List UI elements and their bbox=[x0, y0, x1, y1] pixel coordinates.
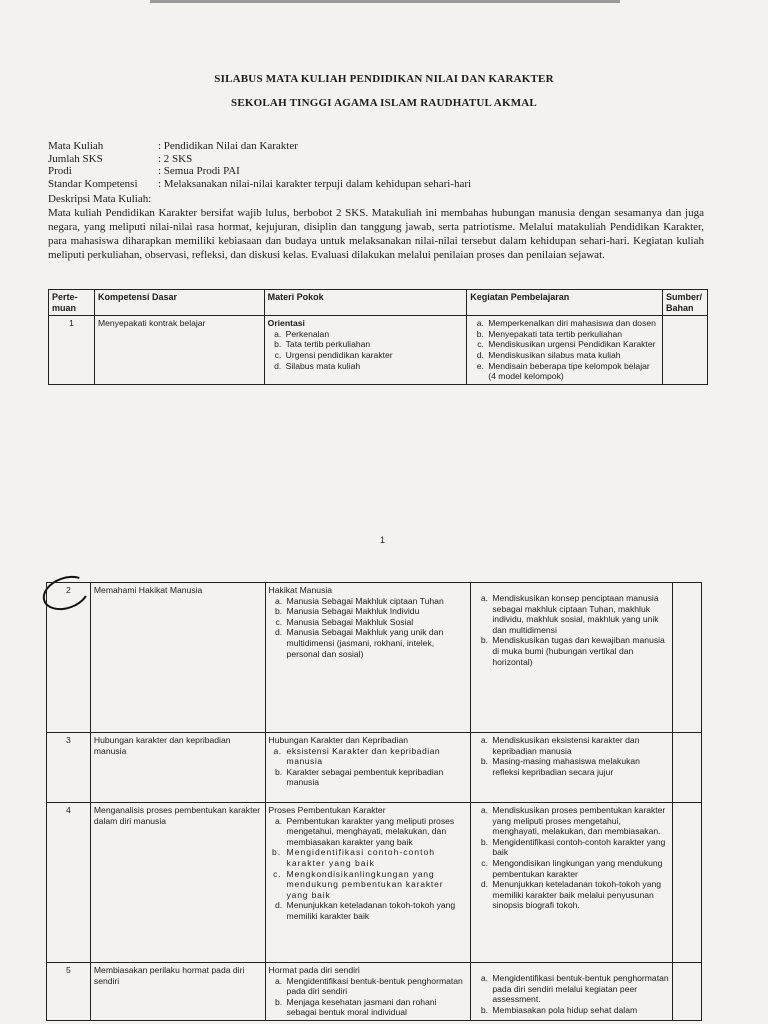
list-item: b. Mengidentifikasi contoh-contoh karakter yang baik bbox=[285, 847, 468, 868]
row-number: 5 bbox=[47, 963, 91, 1021]
sumber-cell bbox=[673, 803, 702, 963]
materi-cell bbox=[265, 583, 471, 733]
list-item: a. Perkenalan bbox=[284, 329, 464, 340]
kompetensi-cell: Membiasakan perilaku hormat pada diri sendiri bbox=[90, 963, 265, 1021]
institution-title: SEKOLAH TINGGI AGAMA ISLAM RAUDHATUL AKMAL bbox=[231, 97, 537, 109]
table-row bbox=[49, 316, 708, 385]
document-title: SILABUS MATA KULIAH PENDIDIKAN NILAI DAN KARAKTER bbox=[214, 73, 554, 85]
materi-title: Hormat pada diri sendiri bbox=[268, 965, 360, 975]
materi-title: Hakikat Manusia bbox=[268, 585, 333, 595]
list-item: a. Pembentukan karakter yang meliputi proses mengetahui, menghayati, melakukan, dan membiasakan karakter yang baik bbox=[285, 816, 468, 848]
materi-list bbox=[269, 596, 468, 660]
list-item: e. Mendisain beberapa tipe kelompok belajar (4 model kelompok) bbox=[486, 361, 659, 382]
list-item: d. Menunjukkan keteladanan tokoh-tokoh yang memiliki karakter baik bbox=[285, 900, 468, 921]
list-item: a. Memperkenalkan diri mahasiswa dan dosen bbox=[486, 318, 659, 329]
kompetensi-cell: Hubungan karakter dan kepribadian manusia bbox=[90, 733, 265, 803]
materi-title: Proses Pembentukan Karakter bbox=[268, 805, 386, 815]
list-item: c. Mengkondisikanlingkungan yang mendukung pembentukan karakter yang baik bbox=[285, 869, 468, 901]
list-item: c. Manusia Sebagai Makhluk Sosial bbox=[285, 617, 468, 628]
materi-cell bbox=[265, 963, 471, 1021]
materi-list bbox=[268, 329, 464, 371]
list-item: d. Manusia Sebagai Makhluk yang unik dan multidimensi (jasmani, rokhani, intelek, personal dan sosial) bbox=[285, 627, 468, 659]
course-meta bbox=[48, 140, 471, 190]
list-item: d. Silabus mata kuliah bbox=[284, 361, 464, 372]
meta-row: Standar Kompetensi : Melaksanakan nilai-nilai karakter terpuji dalam kehidupan sehari-hari bbox=[48, 177, 472, 190]
list-item: d. Mendiskusikan silabus mata kuliah bbox=[486, 350, 659, 361]
materi-list bbox=[269, 816, 468, 922]
materi-title: Hubungan Karakter dan Kepribadian bbox=[268, 735, 409, 745]
list-item: b. Mendiskusikan tugas dan kewajiban manusia di muka bumi (hubungan vertikal dan horizontal) bbox=[490, 635, 669, 667]
kegiatan-list bbox=[470, 318, 659, 382]
table-row bbox=[47, 733, 702, 803]
list-item: c. Mengondisikan lingkungan yang mendukung pembentukan karakter bbox=[490, 858, 669, 879]
kegiatan-cell bbox=[467, 316, 663, 385]
header-kegiatan: Kegiatan Pembelajaran bbox=[467, 290, 663, 316]
row-number: 3 bbox=[47, 733, 91, 803]
header-pertemuan: Perte-muan bbox=[49, 290, 95, 316]
list-item: b. Membiasakan pola hidup sehat dalam bbox=[490, 1005, 669, 1016]
list-item: a. eksistensi Karakter dan kepribadian manusia bbox=[285, 746, 468, 767]
syllabus-table-2 bbox=[46, 582, 702, 1021]
list-item: b. Menyepakati tata tertib perkuliahan bbox=[486, 329, 659, 340]
scan-edge-line bbox=[150, 0, 620, 3]
sumber-cell bbox=[662, 316, 707, 385]
list-item: b. Tata tertib perkuliahan bbox=[284, 339, 464, 350]
header-sumber: Sumber/ Bahan bbox=[662, 290, 707, 316]
materi-title: Orientasi bbox=[267, 318, 305, 329]
header-kompetensi: Kompetensi Dasar bbox=[94, 290, 264, 316]
kompetensi-cell: Menyepakati kontrak belajar bbox=[94, 316, 264, 385]
table-row bbox=[47, 963, 702, 1021]
list-item: d. Menunjukkan keteladanan tokoh-tokoh yang memiliki karakter baik melalui penyusunan sinopsis biografi tokoh. bbox=[490, 879, 669, 911]
list-item: a. Manusia Sebagai Makhluk ciptaan Tuhan bbox=[285, 596, 468, 607]
header-materi: Materi Pokok bbox=[264, 290, 467, 316]
list-item: b. Manusia Sebagai Makhluk Individu bbox=[285, 606, 468, 617]
list-item: b. Menjaga kesehatan jasmani dan rohani sebagai bentuk moral individual bbox=[285, 997, 468, 1018]
row-number: 1 bbox=[49, 316, 95, 385]
kegiatan-cell bbox=[471, 803, 673, 963]
kegiatan-cell bbox=[471, 963, 673, 1021]
table-row bbox=[47, 803, 702, 963]
list-item: c. Urgensi pendidikan karakter bbox=[284, 350, 464, 361]
kegiatan-list bbox=[474, 805, 669, 911]
list-item: b. Masing-masing mahasiswa melakukan refleksi kepribadian secara jujur bbox=[490, 756, 669, 777]
row-number: 2 bbox=[47, 583, 91, 733]
list-item: c. Mendiskusikan urgensi Pendidikan Karakter bbox=[486, 339, 659, 350]
list-item: a. Mendiskusikan konsep penciptaan manusia sebagai makhluk ciptaan Tuhan, makhluk individu, makhluk sosial, makhluk yang unik dan multidimensi bbox=[490, 593, 669, 635]
description-label: Deskripsi Mata Kuliah: bbox=[48, 193, 152, 205]
kegiatan-list bbox=[474, 735, 669, 777]
table-header-row bbox=[49, 290, 708, 316]
kegiatan-list bbox=[474, 973, 669, 1015]
kompetensi-cell: Memahami Hakikat Manusia bbox=[90, 583, 265, 733]
kegiatan-cell bbox=[471, 583, 673, 733]
list-item: b. Mengidentifikasi contoh-contoh karakter yang baik bbox=[490, 837, 669, 858]
materi-cell bbox=[264, 316, 467, 385]
row-number: 4 bbox=[47, 803, 91, 963]
syllabus-table-1 bbox=[48, 289, 708, 385]
list-item: a. Mengidentifikasi bentuk-bentuk penghormatan pada diri sendiri melalui kegiatan peer assessment. bbox=[490, 973, 669, 1005]
materi-cell bbox=[265, 733, 471, 803]
list-item: a. Mengidentifikasi bentuk-bentuk penghormatan pada diri sendiri bbox=[285, 976, 468, 997]
materi-cell bbox=[265, 803, 471, 963]
meta-row: Mata Kuliah : Pendidikan Nilai dan Karakter bbox=[48, 140, 298, 152]
sumber-cell bbox=[673, 583, 702, 733]
list-item: b. Karakter sebagai pembentuk kepribadian manusia bbox=[285, 767, 468, 788]
kegiatan-cell bbox=[471, 733, 673, 803]
sumber-cell bbox=[673, 963, 702, 1021]
kompetensi-cell: Menganalisis proses pembentukan karakter dalam diri manusia bbox=[90, 803, 265, 963]
materi-list bbox=[269, 976, 468, 1018]
list-item: a. Mendiskusikan proses pembentukan karakter yang meliputi proses mengetahui, menghayati, melakukan, dan membiasakan. bbox=[490, 805, 669, 837]
table-row bbox=[47, 583, 702, 733]
materi-list bbox=[269, 746, 468, 788]
course-description: Mata kuliah Pendidikan Karakter bersifat wajib lulus, berbobot 2 SKS. Matakuliah ini membahas hubungan manusia dengan sesamanya dan juga negara, yang meliputi nilai-nilai rasa hormat, kejujuran, disiplin dan tanggung jawab, serta patriotisme. Melalui matakuliah Pendidikan Karakter, para mahasiswa diharapkan memiliki kebiasaan dan budaya untuk melaksanakan nilai-nilai tersebut dalam kehidupan sehari-hari. Kegiatan kuliah meliputi perkuliahan, observasi, refleksi, dan diskusi kelas. Evaluasi dilakukan melalui penilaian proses dan penilaian sejawat. bbox=[48, 207, 704, 261]
meta-row: Prodi : Semua Prodi PAI bbox=[48, 165, 240, 177]
list-item: a. Mendiskusikan eksistensi karakter dan kepribadian manusia bbox=[490, 735, 669, 756]
page-number: 1 bbox=[380, 535, 386, 545]
kegiatan-list bbox=[474, 593, 669, 667]
meta-row: Jumlah SKS : 2 SKS bbox=[48, 152, 193, 165]
sumber-cell bbox=[673, 733, 702, 803]
